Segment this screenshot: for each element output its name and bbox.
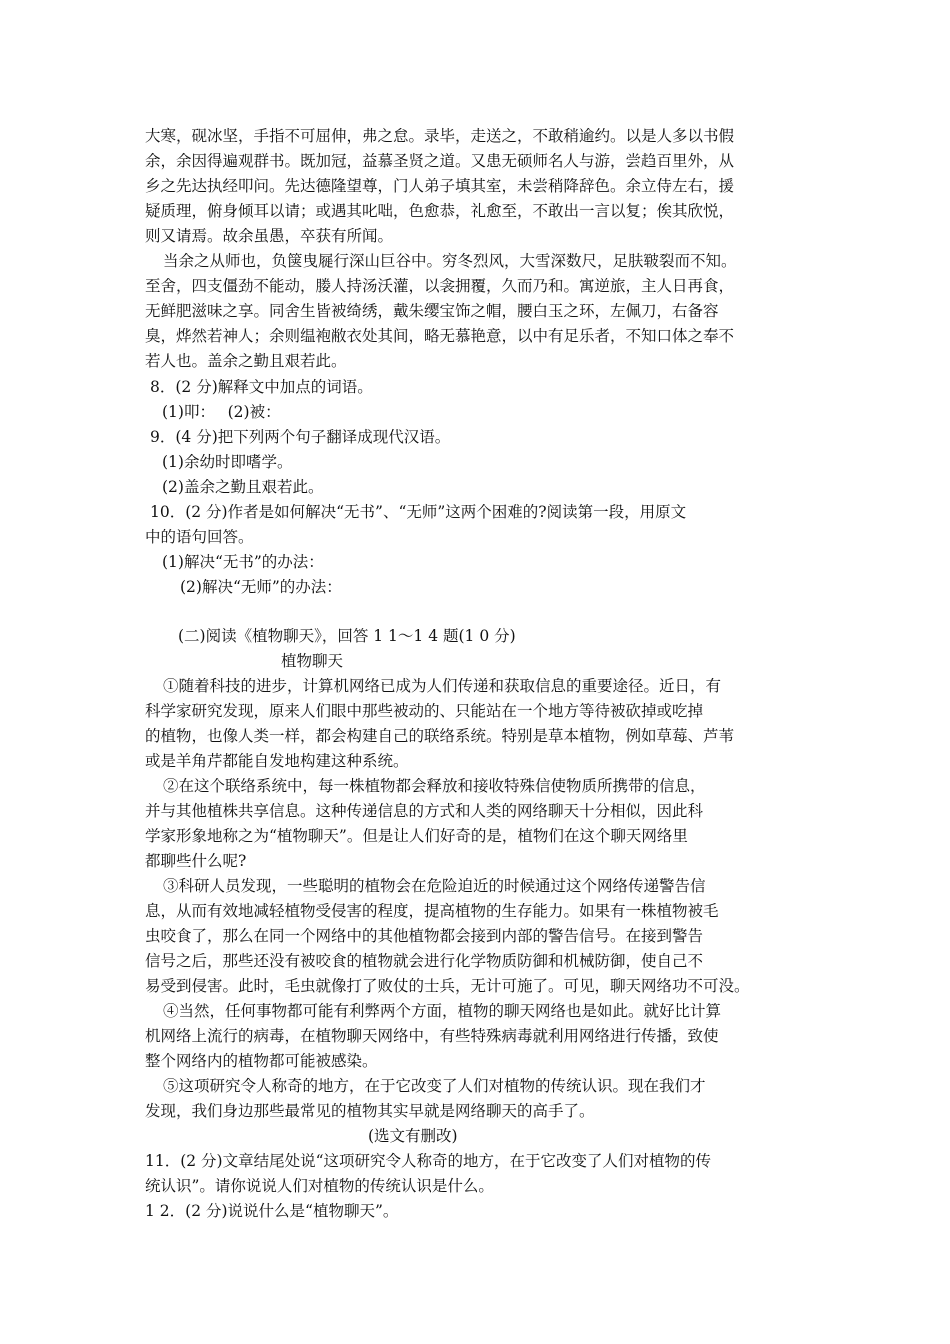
- question-10-cont: 中的语句回答。: [145, 528, 254, 546]
- article-line: ①随着科技的进步，计算机网络已成为人们传递和获取信息的重要途径。近日，有: [163, 677, 722, 695]
- article-line: 都聊些什么呢?: [145, 852, 247, 870]
- passage1-line: 余，余因得遍观群书。既加冠，益慕圣贤之道。又患无硕师名人与游，尝趋百里外，从: [145, 152, 735, 170]
- article-line: 虫咬食了，那么在同一个网络中的其他植物都会接到内部的警告信号。在接到警告: [145, 927, 704, 945]
- article-line: ④当然，任何事物都可能有利弊两个方面，植物的聊天网络也是如此。就好比计算: [163, 1002, 722, 1020]
- question-9: 9．(4 分)把下列两个句子翻译成现代汉语。: [150, 428, 451, 446]
- article-line: 信号之后，那些还没有被咬食的植物就会进行化学物质防御和机械防御，使自己不: [145, 952, 704, 970]
- article-title: 植物聊天: [281, 652, 344, 670]
- question-11: 11．(2 分)文章结尾处说“这项研究令人称奇的地方，在于它改变了人们对植物的传: [145, 1152, 712, 1170]
- passage1-line: 臭，烨然若神人；余则缊袍敝衣处其间，略无慕艳意，以中有足乐者，不知口体之奉不: [145, 327, 735, 345]
- article-line: 的植物，也像人类一样，都会构建自己的联络系统。特别是草本植物，例如草莓、芦苇: [145, 727, 735, 745]
- passage1-line: 大寒，砚冰坚，手指不可屈伸，弗之怠。录毕，走送之，不敢稍逾约。以是人多以书假: [145, 127, 735, 145]
- source-note: (选文有删改): [368, 1127, 458, 1145]
- article-line: 学家形象地称之为“植物聊天”。但是让人们好奇的是，植物们在这个聊天网络里: [145, 827, 688, 845]
- article-line: 机网络上流行的病毒，在植物聊天网络中，有些特殊病毒就利用网络进行传播，致使: [145, 1027, 719, 1045]
- article-line: 或是羊角芹都能自发地构建这种系统。: [145, 752, 409, 770]
- passage1-line: 当余之从师也，负箧曳屣行深山巨谷中。穷冬烈风，大雪深数尺，足肤皲裂而不知。: [163, 252, 737, 270]
- passage1-line: 若人也。盖余之勤且艰若此。: [145, 352, 347, 370]
- passage1-line: 疑质理，俯身倾耳以请；或遇其叱咄，色愈恭，礼愈至，不敢出一言以复；俟其欣悦，: [145, 202, 735, 220]
- article-line: ③科研人员发现，一些聪明的植物会在危险迫近的时候通过这个网络传递警告信: [163, 877, 706, 895]
- question-10: 10．(2 分)作者是如何解决“无书”、“无师”这两个困难的?阅读第一段，用原文: [150, 503, 687, 521]
- passage1-line: 至舍，四支僵劲不能动，媵人持汤沃灌，以衾拥覆，久而乃和。寓逆旅，主人日再食，: [145, 277, 735, 295]
- question-10-item-2: (2)解决“无师”的办法：: [180, 578, 342, 596]
- question-9-item-1: (1)余幼时即嗜学。: [162, 453, 293, 471]
- article-line: 整个网络内的植物都可能被感染。: [145, 1052, 378, 1070]
- question-8-items: (1)叩： (2)被：: [162, 403, 281, 421]
- question-11-cont: 统认识”。请你说说人们对植物的传统认识是什么。: [145, 1177, 494, 1195]
- article-line: ②在这个联络系统中，每一株植物都会释放和接收特殊信使物质所携带的信息，: [163, 777, 706, 795]
- question-10-item-1: (1)解决“无书”的办法：: [162, 553, 324, 571]
- section-heading: (二)阅读《植物聊天》，回答 1 1～1 4 题(1 0 分): [178, 627, 516, 645]
- passage1-line: 无鲜肥滋味之享。同舍生皆被绮绣，戴朱缨宝饰之帽，腰白玉之环，左佩刀，右备容: [145, 302, 719, 320]
- article-line: ⑤这项研究令人称奇的地方，在于它改变了人们对植物的传统认识。现在我们才: [163, 1077, 706, 1095]
- question-8: 8．(2 分)解释文中加点的词语。: [150, 378, 373, 396]
- article-line: 科学家研究发现，原来人们眼中那些被动的、只能站在一个地方等待被砍掉或吃掉: [145, 702, 704, 720]
- article-line: 发现，我们身边那些最常见的植物其实早就是网络聊天的高手了。: [145, 1102, 595, 1120]
- question-9-item-2: (2)盖余之勤且艰若此。: [162, 478, 324, 496]
- article-line: 息，从而有效地减轻植物受侵害的程度，提高植物的生存能力。如果有一株植物被毛: [145, 902, 719, 920]
- article-line: 并与其他植株共享信息。这种传递信息的方式和人类的网络聊天十分相似，因此科: [145, 802, 704, 820]
- passage1-line: 乡之先达执经叩问。先达德隆望尊，门人弟子填其室，未尝稍降辞色。余立侍左右，援: [145, 177, 735, 195]
- question-12: 1 2．(2 分)说说什么是“植物聊天”。: [145, 1202, 399, 1220]
- article-line: 易受到侵害。此时，毛虫就像打了败仗的士兵，无计可施了。可见，聊天网络功不可没。: [145, 977, 750, 995]
- passage1-line: 则又请焉。故余虽愚，卒获有所闻。: [145, 227, 394, 245]
